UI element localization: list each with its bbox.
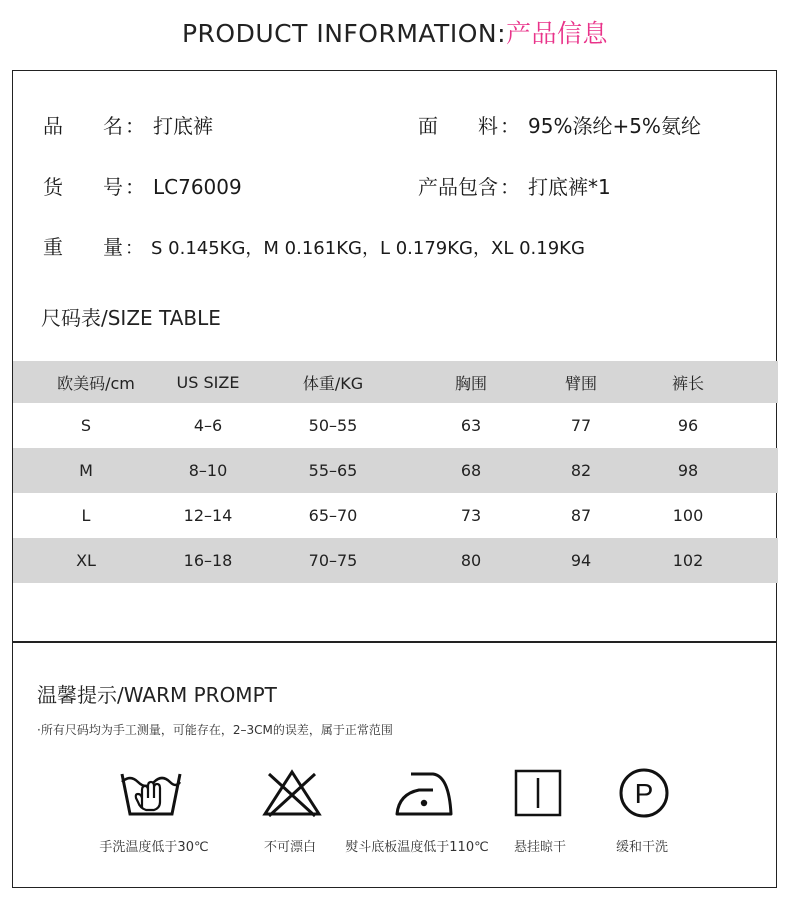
table-cell: 96 [677,416,699,435]
warm-prompt-title: 温馨提示/WARM PROMPT [37,683,277,707]
table-row [13,448,778,493]
table-cell: 65–70 [308,506,358,525]
page-title-cn: 产品信息 [506,19,609,48]
info-item-colon: ： [125,175,145,199]
page-title-en: PRODUCT INFORMATION: [181,19,506,48]
table-cell: XL [76,551,96,570]
table-cell: 77 [570,416,592,435]
info-package-label: 产品包含 [418,175,498,199]
line-dry-icon [498,765,578,821]
header-cell: 欧美码/cm [57,373,135,393]
info-weight-colon: ： [125,238,143,259]
info-weight [43,231,585,260]
iron-low-icon [384,765,464,821]
info-fabric [418,110,701,139]
table-cell: 100 [672,506,704,525]
table-row [13,403,778,448]
info-weight-value: S 0.145KG，M 0.161KG，L 0.179KG，XL 0.19KG [151,238,585,259]
size-table-header [13,361,778,403]
table-cell: 102 [672,551,704,570]
table-cell: S [80,416,92,435]
info-fabric-label: 面 料 [418,114,498,138]
header-cell: 胸围 [454,373,487,393]
table-cell: 68 [460,461,482,480]
info-name-colon: ： [125,114,145,138]
info-item-value: LC76009 [153,175,242,199]
header-cell: US SIZE [176,372,240,392]
care-label-no-bleach: 不可漂白 [263,840,317,855]
section-divider [13,641,776,643]
table-cell: L [81,506,91,525]
table-cell: 4–6 [193,416,223,435]
info-item [43,171,242,200]
info-item-label: 货 号 [43,175,123,199]
table-cell: 63 [460,416,482,435]
info-weight-label: 重 量 [43,235,123,259]
info-package [418,171,611,200]
table-cell: 73 [460,506,482,525]
size-table-title: 尺码表/SIZE TABLE [41,306,221,330]
info-name-label: 品 名 [43,114,123,138]
care-label-dry-clean: 缓和干洗 [615,840,669,855]
table-cell: 50–55 [308,416,358,435]
info-package-colon: ： [500,175,520,199]
svg-text:P: P [634,778,654,809]
table-cell: 8–10 [188,461,228,480]
table-cell: 12–14 [183,506,233,525]
table-cell: 87 [570,506,592,525]
table-cell: 70–75 [308,551,358,570]
hand-wash-icon [111,765,191,821]
dry-clean-p-icon [604,765,684,821]
info-name-value: 打底裤 [153,114,213,138]
care-label-line-dry: 悬挂晾干 [513,840,567,855]
info-package-value: 打底裤*1 [528,175,611,199]
info-fabric-colon: ： [500,114,520,138]
table-cell: 55–65 [308,461,358,480]
header-cell: 裤长 [671,373,704,393]
table-cell: 94 [570,551,592,570]
table-row [13,493,778,538]
info-name [43,110,213,139]
table-cell: 98 [677,461,699,480]
table-cell: M [79,461,93,480]
table-cell: 82 [570,461,592,480]
care-label-hand-wash: 手洗温度低于30℃ [99,840,209,855]
no-bleach-icon [252,765,332,821]
table-row [13,538,778,583]
care-label-iron: 熨斗底板温度低于110℃ [345,840,489,855]
product-info-panel [12,70,777,888]
page-title [0,14,790,50]
table-cell: 16–18 [183,551,233,570]
size-table [13,361,778,583]
measurement-note: ·所有尺码均为手工测量，可能存在，2–3CM的误差，属于正常范围 [37,723,393,737]
info-fabric-value: 95%涤纶+5%氨纶 [528,114,701,138]
table-cell: 80 [460,551,482,570]
header-cell: 体重/KG [302,373,364,393]
header-cell: 臂围 [564,373,597,393]
